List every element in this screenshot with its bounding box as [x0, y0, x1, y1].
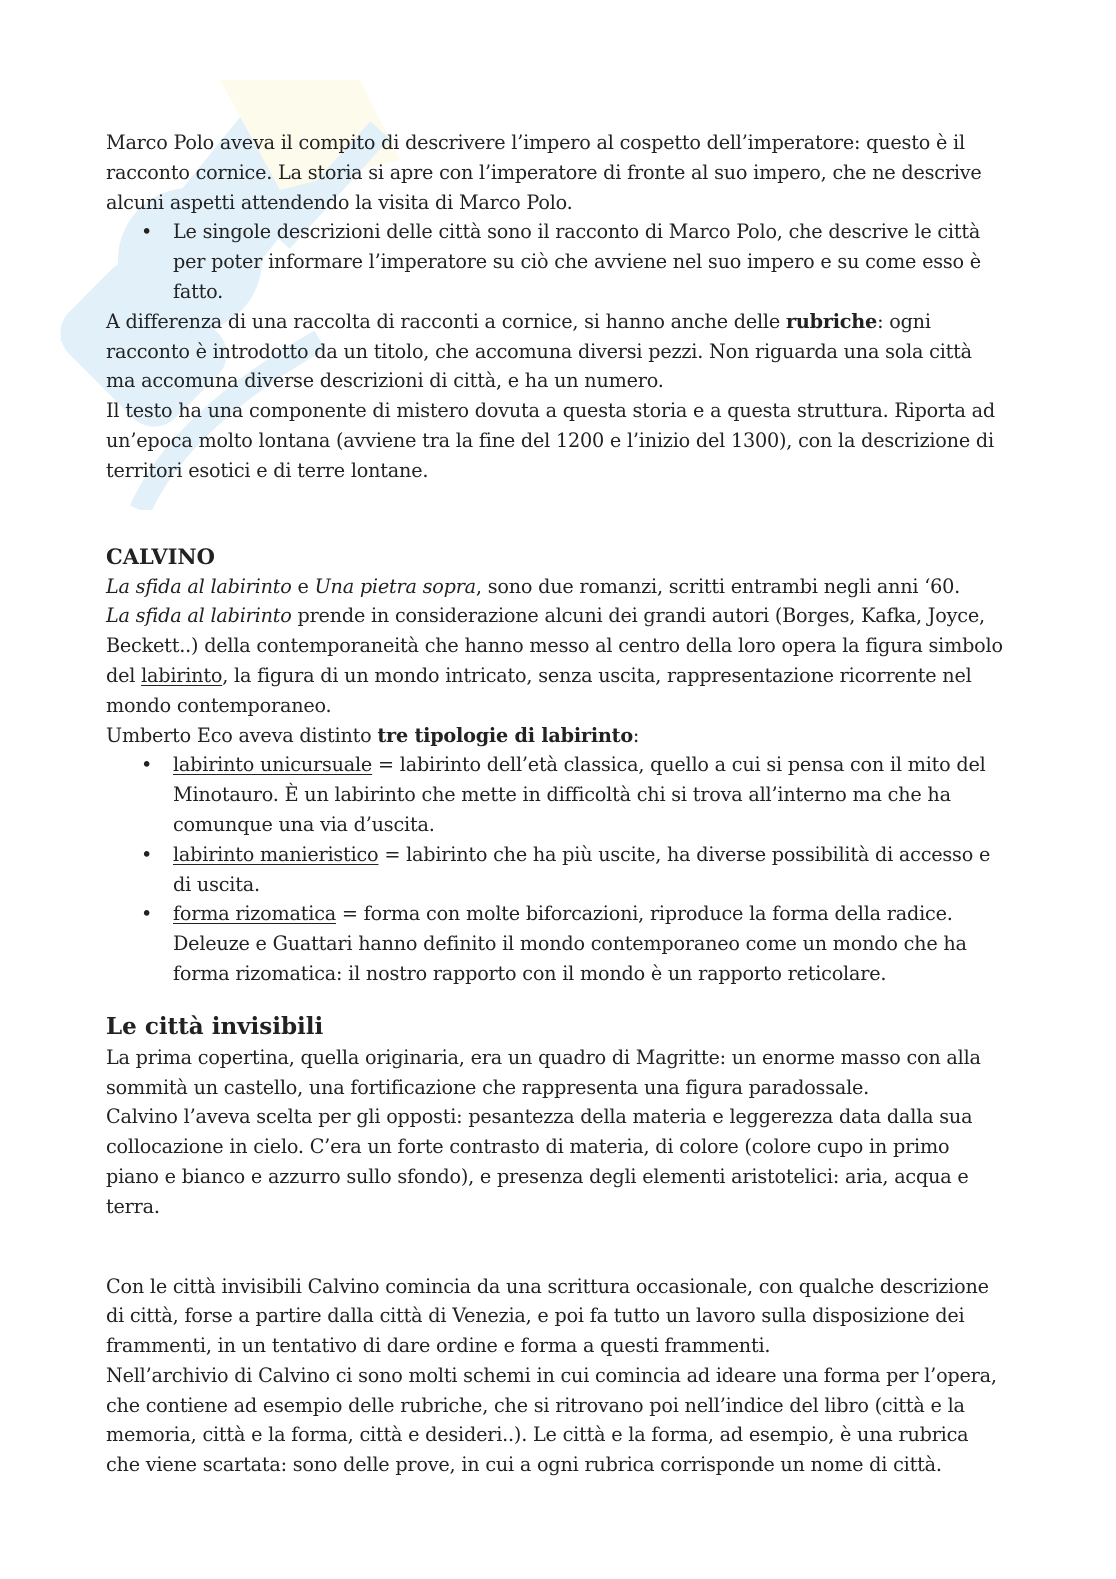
list-item: • labirinto unicursuale = labirinto dell’età classica, quello a cui si pensa con il mito del Minotauro. È un labirinto che mette in difficoltà chi si trova all’interno ma che ha comunque una via d’uscita.	[173, 750, 1006, 839]
labirinto-types-list	[106, 750, 1006, 988]
citta-invisibili-heading: Le città invisibili	[106, 1012, 324, 1040]
scrittura-paragraph: Con le città invisibili Calvino comincia da una scrittura occasionale, con qualche descrizione di città, forse a partire dalla città di Venezia, e poi fa tutto un lavoro sulla disposizione dei frammenti, in un tentativo di dare ordine e forma a questi frammenti.	[106, 1274, 989, 1358]
romanzi-line: La sfida al labirinto e Una pietra sopra, sono due romanzi, scritti entrambi negli anni ‘60.	[106, 574, 961, 598]
calvino-heading: CALVINO	[106, 543, 215, 569]
opposti-paragraph: Calvino l’aveva scelta per gli opposti: pesantezza della materia e leggerezza data dalla sua collocazione in cielo. C’era un forte contrasto di materia, di colore (colore cupo in primo piano e bianco e azzurro sullo sfondo), e presenza degli elementi aristotelici: aria, acqua e terra.	[106, 1105, 973, 1218]
document-page	[106, 128, 1006, 1480]
list-item: • labirinto manieristico = labirinto che ha più uscite, ha diverse possibilità di accesso e di uscita.	[173, 840, 1006, 900]
intro-bullet-list	[106, 217, 1006, 306]
eco-line: Umberto Eco aveva distinto tre tipologie di labirinto:	[106, 723, 640, 747]
copertina-paragraph: La prima copertina, quella originaria, era un quadro di Magritte: un enorme masso con alla sommità un castello, una fortificazione che rappresenta una figura paradossale.	[106, 1045, 981, 1099]
intro-paragraph: Marco Polo aveva il compito di descrivere l’impero al cospetto dell’imperatore: questo è il racconto cornice. La storia si apre con l’imperatore di fronte al suo impero, che ne descrive alcuni aspetti attendendo la visita di Marco Polo.	[106, 131, 982, 214]
rubriche-bold: rubriche	[785, 309, 878, 333]
mistero-paragraph: Il testo ha una componente di mistero dovuta a questa storia e a questa struttura. Riporta ad un’epoca molto lontana (avviene tra la fine del 1200 e l’inizio del 1300), con la descrizione di territori esotici e di terre lontane.	[106, 399, 995, 482]
list-item: • forma rizomatica = forma con molte biforcazioni, riproduce la forma della radice. Deleuze e Guattari hanno definito il mondo contemporaneo come un mondo che ha forma rizomatica: il nostro rapporto con il mondo è un rapporto reticolare.	[173, 899, 1006, 988]
rubriche-paragraph: A differenza di una raccolta di racconti a cornice, si hanno anche delle rubriche: ogni racconto è introdotto da un titolo, che accomuna diversi pezzi. Non riguarda una sola città ma accomuna diverse descrizioni di città, e ha un numero.	[106, 309, 972, 393]
labirinto-underlined: labirinto	[141, 663, 223, 687]
archivio-paragraph: Nell’archivio di Calvino ci sono molti schemi in cui comincia ad ideare una forma per l’opera, che contiene ad esempio delle rubriche, che si ritrovano poi nell’indice del libro (città e la memoria, città e la forma, città e desideri..). Le città e la forma, ad esempio, è una rubrica che viene scartata: sono delle prove, in cui a ogni rubrica corrisponde un nome di città.	[106, 1363, 997, 1477]
list-item: • Le singole descrizioni delle città sono il racconto di Marco Polo, che descrive le città per poter informare l’imperatore su ciò che avviene nel suo impero e su come esso è fatto.	[173, 217, 1006, 306]
sfida-paragraph: La sfida al labirinto prende in considerazione alcuni dei grandi autori (Borges, Kafka, Joyce, Beckett..) della contemporaneità che hanno messo al centro della loro opera la figura simbolo del labirinto, la figura di un mondo intricato, senza uscita, rappresentazione ricorrente nel mondo contemporaneo.	[106, 604, 1003, 717]
